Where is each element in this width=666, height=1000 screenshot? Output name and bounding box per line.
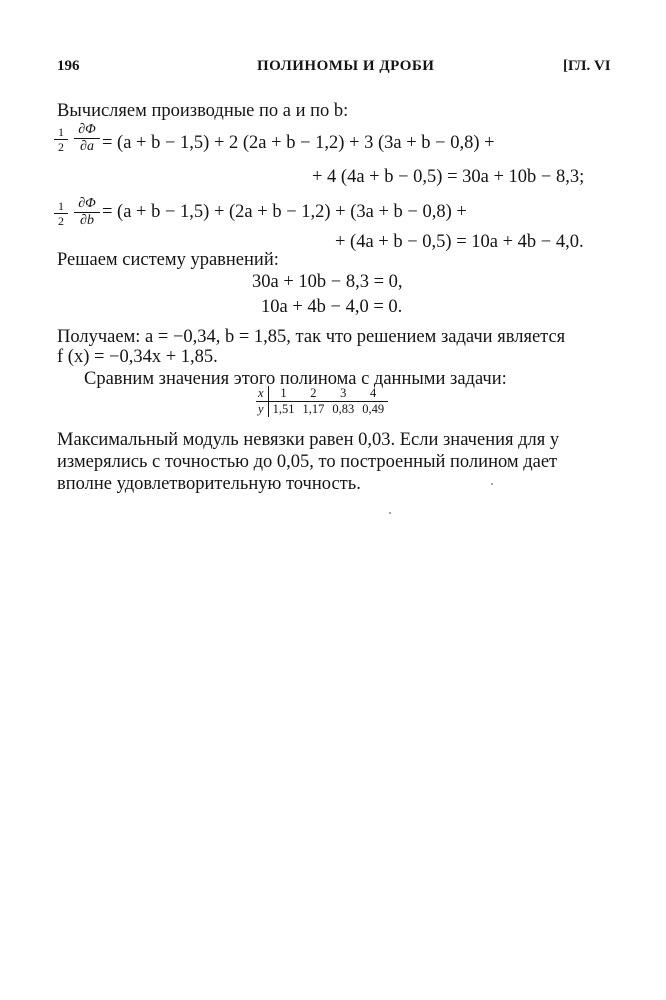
page-number: 196 bbox=[57, 58, 80, 74]
x-value: 3 bbox=[328, 386, 358, 402]
intro-text: Вычисляем производные по a и по b: bbox=[57, 101, 349, 121]
table-row-x bbox=[256, 386, 388, 402]
conclusion-line-3: вполне удовлетворительную точность. bbox=[57, 474, 361, 494]
eq1-half-fraction bbox=[54, 126, 68, 153]
system-eq-1: 30a + 10b − 8,3 = 0, bbox=[252, 272, 403, 292]
eq2-half-num: 1 bbox=[58, 199, 64, 213]
y-value: 0,83 bbox=[332, 402, 355, 416]
y-value: 0,49 bbox=[362, 402, 385, 416]
eq2-line2: + (4a + b − 0,5) = 10a + 4b − 4,0. bbox=[335, 232, 584, 252]
eq2-derivative-fraction bbox=[74, 197, 100, 228]
chapter-label: [ГЛ. VI bbox=[563, 58, 611, 74]
x-label: x bbox=[256, 386, 268, 402]
eq1-line2: + 4 (4a + b − 0,5) = 30a + 10b − 8,3; bbox=[312, 167, 585, 187]
compare-intro: Сравним значения этого полинома с данными задачи: bbox=[84, 369, 507, 389]
eq1-derivative-fraction bbox=[74, 123, 100, 154]
y-label: y bbox=[256, 402, 268, 418]
eq2-line1: = (a + b − 1,5) + (2a + b − 1,2) + (3a + b − 0,8) + bbox=[102, 202, 467, 222]
eq2-half-fraction bbox=[54, 200, 68, 227]
x-value: 1 bbox=[268, 386, 298, 402]
scan-speck bbox=[491, 483, 493, 485]
conclusion-line-1: Максимальный модуль невязки равен 0,03. Если значения для y bbox=[57, 430, 560, 450]
system-eq-2: 10a + 4b − 4,0 = 0. bbox=[261, 297, 403, 317]
y-value: 1,51 bbox=[272, 402, 295, 416]
values-table bbox=[256, 386, 388, 417]
result-line-1: Получаем: a = −0,34, b = 1,85, так что решением задачи является bbox=[57, 327, 566, 347]
conclusion-line-2: измерялись с точностью до 0,05, то построенный полином дает bbox=[57, 452, 558, 472]
eq1-line1: = (a + b − 1,5) + 2 (2a + b − 1,2) + 3 (3a + b − 0,8) + bbox=[102, 133, 495, 153]
x-value: 4 bbox=[358, 386, 388, 402]
eq2-deriv-den: ∂b bbox=[80, 213, 94, 228]
system-intro: Решаем систему уравнений: bbox=[57, 250, 279, 270]
scan-speck bbox=[389, 512, 391, 514]
eq2-half-den: 2 bbox=[58, 214, 64, 228]
eq1-deriv-den: ∂a bbox=[80, 139, 94, 154]
x-value: 2 bbox=[298, 386, 328, 402]
eq2-deriv-num: ∂Φ bbox=[78, 196, 96, 211]
eq1-deriv-num: ∂Φ bbox=[78, 122, 96, 137]
eq1-half-num: 1 bbox=[58, 125, 64, 139]
result-line-2: f (x) = −0,34x + 1,85. bbox=[57, 347, 218, 367]
y-value: 1,17 bbox=[302, 402, 325, 416]
table-row-y bbox=[256, 402, 388, 418]
eq1-half-den: 2 bbox=[58, 140, 64, 154]
running-title: ПОЛИНОМЫ И ДРОБИ bbox=[257, 58, 435, 74]
